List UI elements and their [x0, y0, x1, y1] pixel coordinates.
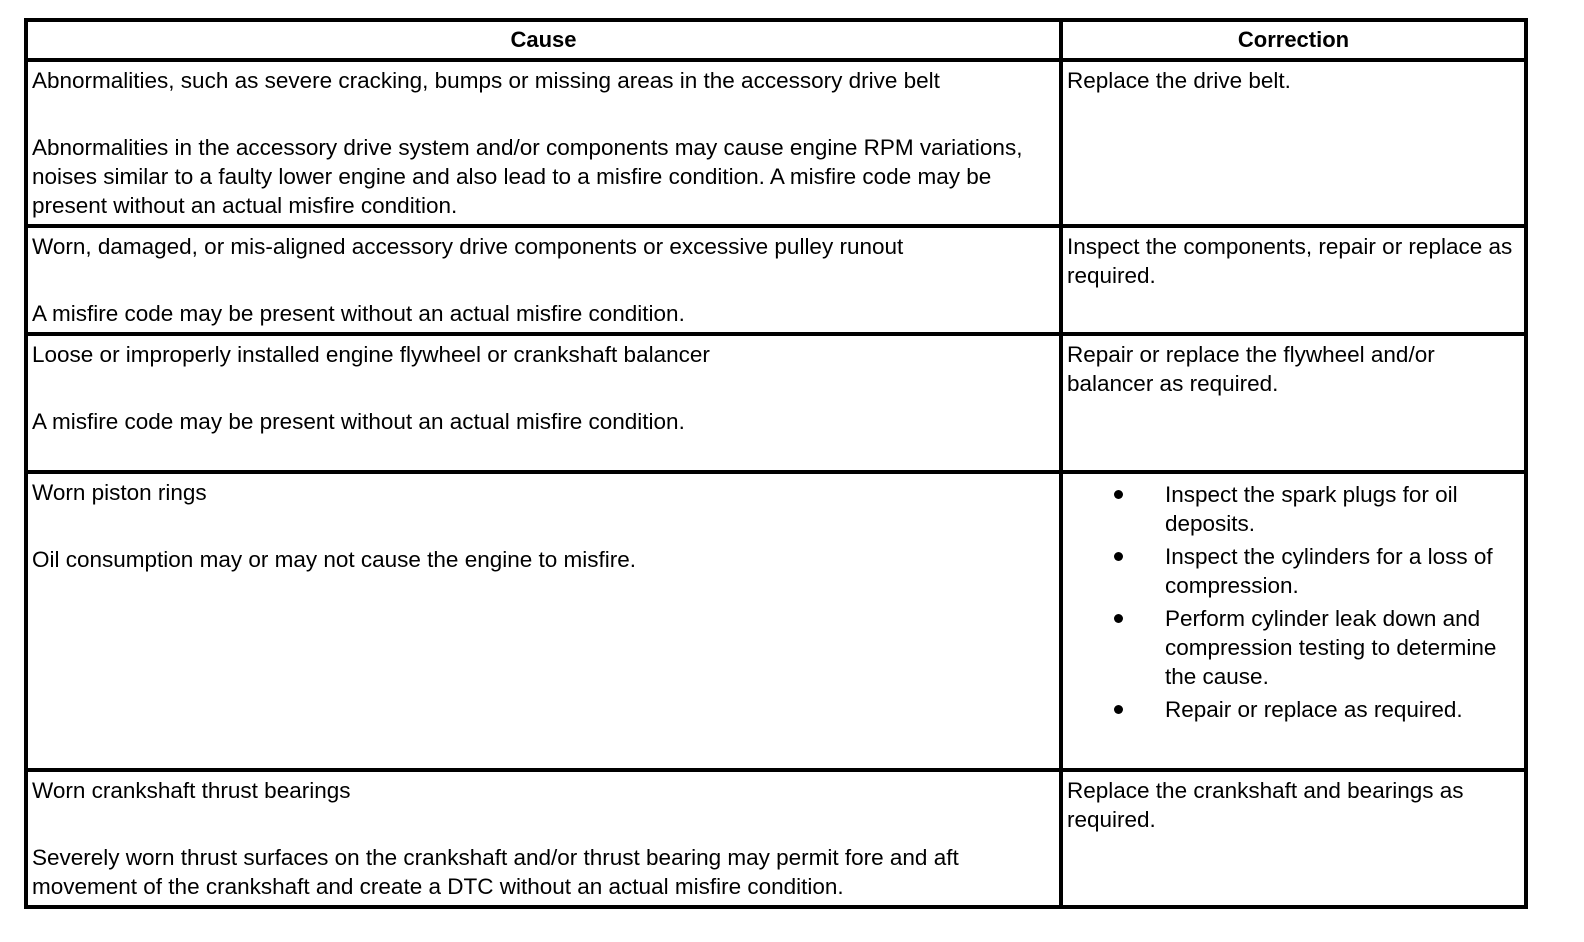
bullet-item [1067, 542, 1520, 600]
bullet-item [1067, 480, 1520, 538]
cause-cell [26, 770, 1061, 907]
column-header-correction: Correction [1061, 20, 1526, 60]
correction-text: Replace the drive belt. [1067, 68, 1291, 93]
correction-cell [1061, 334, 1526, 472]
cause-note: A misfire code may be present without an actual misfire condition. [32, 409, 685, 434]
cause-note: Oil consumption may or may not cause the engine to misfire. [32, 547, 637, 572]
column-header-cause: Cause [26, 20, 1061, 60]
cause-cell [26, 226, 1061, 334]
cause-cell [26, 60, 1061, 226]
table-row [26, 334, 1526, 472]
cause-title: Worn piston rings [32, 480, 207, 505]
correction-cell [1061, 770, 1526, 907]
correction-cell [1061, 472, 1526, 770]
cause-title: Abnormalities, such as severe cracking, bumps or missing areas in the accessory drive belt [32, 68, 940, 93]
cause-cell [26, 472, 1061, 770]
cause-note: A misfire code may be present without an actual misfire condition. [32, 301, 685, 326]
bullet-item [1067, 604, 1520, 691]
correction-cell [1061, 60, 1526, 226]
cause-cell [26, 334, 1061, 472]
diagnostic-table [24, 18, 1528, 909]
bullet-text: Repair or replace as required. [1165, 697, 1463, 722]
cause-note: Severely worn thrust surfaces on the crankshaft and/or thrust bearing may permit fore and aft movement of the crankshaft and create a DTC without an actual misfire condition. [32, 845, 959, 899]
table-row [26, 472, 1526, 770]
bullet-dot-icon [1114, 614, 1123, 623]
cause-note: Abnormalities in the accessory drive system and/or components may cause engine RPM variations, noises similar to a faulty lower engine and also lead to a misfire condition. A misfire code may be present without an actual misfire condition. [32, 135, 1023, 218]
bullet-dot-icon [1114, 552, 1123, 561]
cause-title: Worn crankshaft thrust bearings [32, 778, 351, 803]
cause-title: Loose or improperly installed engine flywheel or crankshaft balancer [32, 342, 710, 367]
bullet-text: Perform cylinder leak down and compression testing to determine the cause. [1165, 606, 1497, 689]
correction-cell [1061, 226, 1526, 334]
correction-text: Repair or replace the flywheel and/or balancer as required. [1067, 342, 1435, 396]
correction-bullet-list [1067, 480, 1520, 724]
bullet-dot-icon [1114, 705, 1123, 714]
table-header-row [26, 20, 1526, 60]
bullet-text: Inspect the spark plugs for oil deposits. [1165, 482, 1458, 536]
table-row [26, 770, 1526, 907]
table-row [26, 226, 1526, 334]
cause-title: Worn, damaged, or mis-aligned accessory drive components or excessive pulley runout [32, 234, 904, 259]
correction-text: Inspect the components, repair or replace as required. [1067, 234, 1513, 288]
bullet-dot-icon [1114, 490, 1123, 499]
bullet-item [1067, 695, 1520, 724]
bullet-text: Inspect the cylinders for a loss of compression. [1165, 544, 1493, 598]
correction-text: Replace the crankshaft and bearings as required. [1067, 778, 1464, 832]
table-row [26, 60, 1526, 226]
